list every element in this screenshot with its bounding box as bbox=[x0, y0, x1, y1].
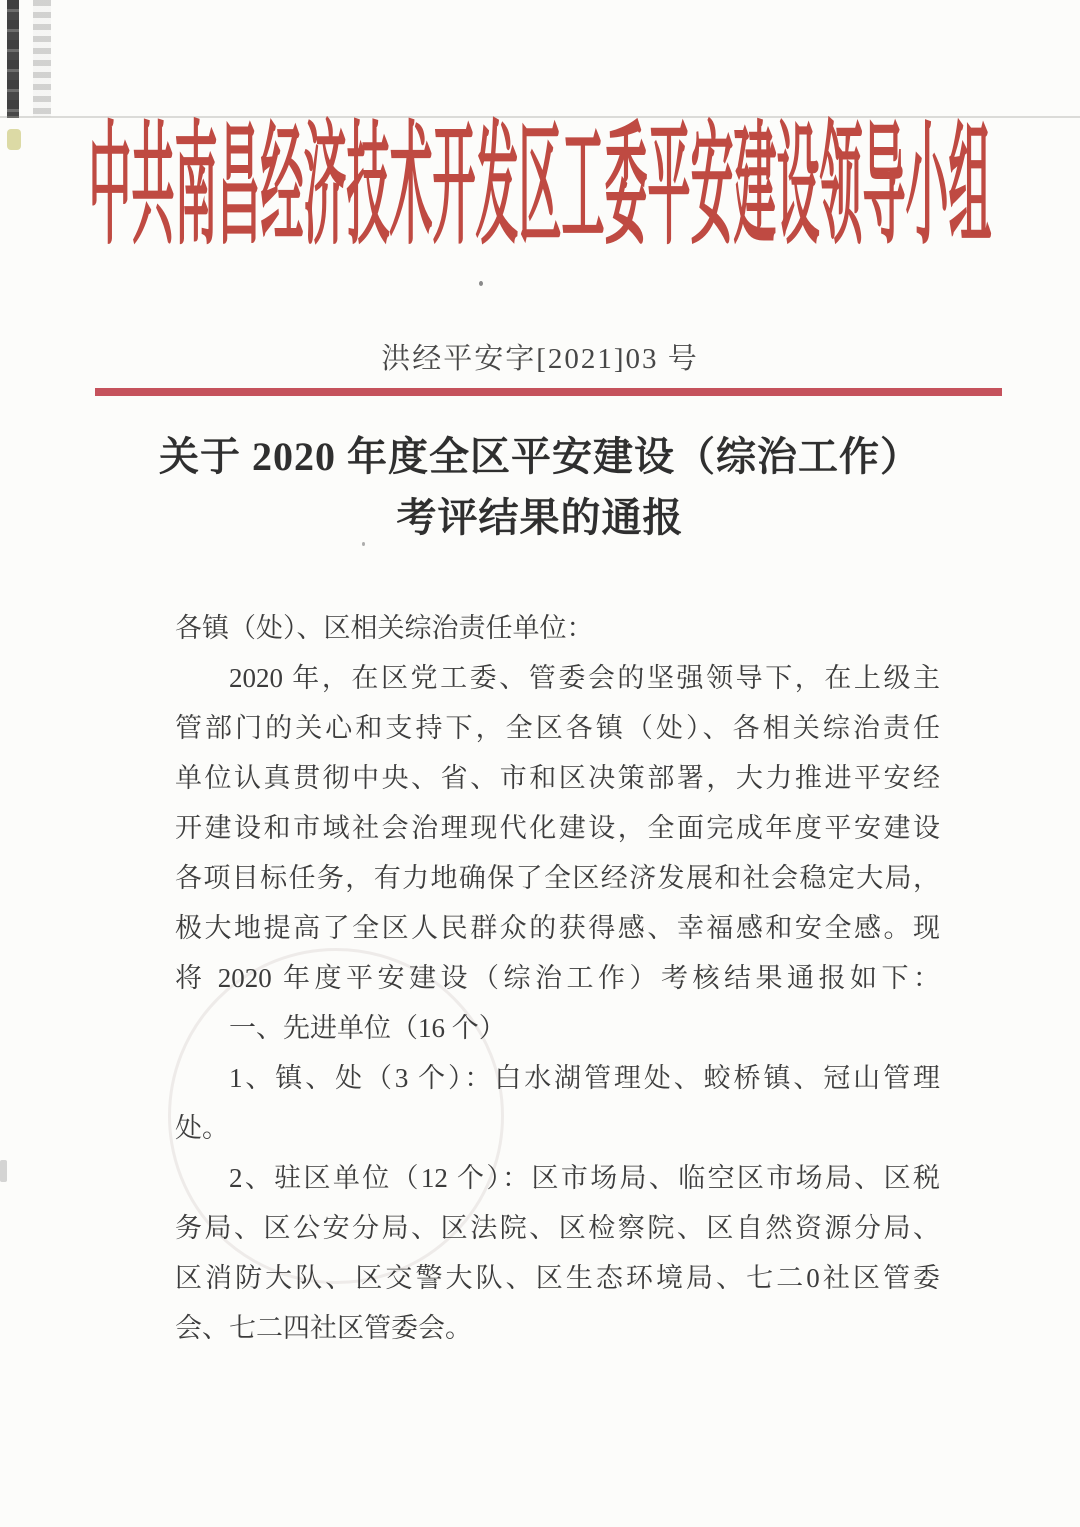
document-number: 洪经平安字[2021]03 号 bbox=[381, 343, 699, 375]
red-separator-rule bbox=[95, 388, 1002, 396]
body-line: 会、七二四社区管委会。 bbox=[175, 1313, 472, 1343]
document-title bbox=[0, 426, 1080, 548]
body-line: 单位认真贯彻中央、省、市和区决策部署，大力推进平安经 bbox=[175, 763, 940, 793]
document-title-line-1: 关于 2020 年度全区平安建设（综治工作） bbox=[159, 434, 921, 479]
list-item-line: 2、驻区单位（12 个）：区市场局、临空区市场局、区税 bbox=[229, 1163, 940, 1193]
document-title-line-2: 考评结果的通报 bbox=[396, 495, 684, 540]
document-body bbox=[175, 603, 940, 1353]
scan-speck bbox=[0, 1160, 7, 1182]
scan-speck bbox=[479, 281, 483, 286]
letterhead-org-name: 中共南昌经济技术开发区工委平安建设领导小组 bbox=[88, 112, 992, 261]
body-line: 管部门的关心和支持下，全区各镇（处）、各相关综治责任 bbox=[175, 713, 940, 743]
body-line: 处。 bbox=[175, 1113, 229, 1143]
body-line: 开建设和市域社会治理现代化建设，全面完成年度平安建设 bbox=[175, 813, 940, 843]
body-line: 区消防大队、区交警大队、区生态环境局、七二0社区管委 bbox=[175, 1263, 940, 1293]
list-item-line: 1、镇、处（3 个）：白水湖管理处、蛟桥镇、冠山管理 bbox=[229, 1063, 940, 1093]
letterhead bbox=[0, 78, 1080, 261]
section-heading-line: 一、先进单位（16 个） bbox=[229, 1013, 506, 1043]
salutation-line: 各镇（处）、区相关综治责任单位： bbox=[175, 613, 594, 643]
body-line: 将 2020 年度平安建设（综治工作）考核结果通报如下： bbox=[175, 963, 940, 993]
body-line: 2020 年，在区党工委、管委会的坚强领导下，在上级主 bbox=[229, 663, 940, 693]
body-line: 极大地提高了全区人民群众的获得感、幸福感和安全感。现 bbox=[175, 913, 940, 943]
body-line: 各项目标任务，有力地确保了全区经济发展和社会稳定大局， bbox=[175, 863, 940, 893]
body-line: 务局、区公安分局、区法院、区检察院、区自然资源分局、 bbox=[175, 1213, 940, 1243]
